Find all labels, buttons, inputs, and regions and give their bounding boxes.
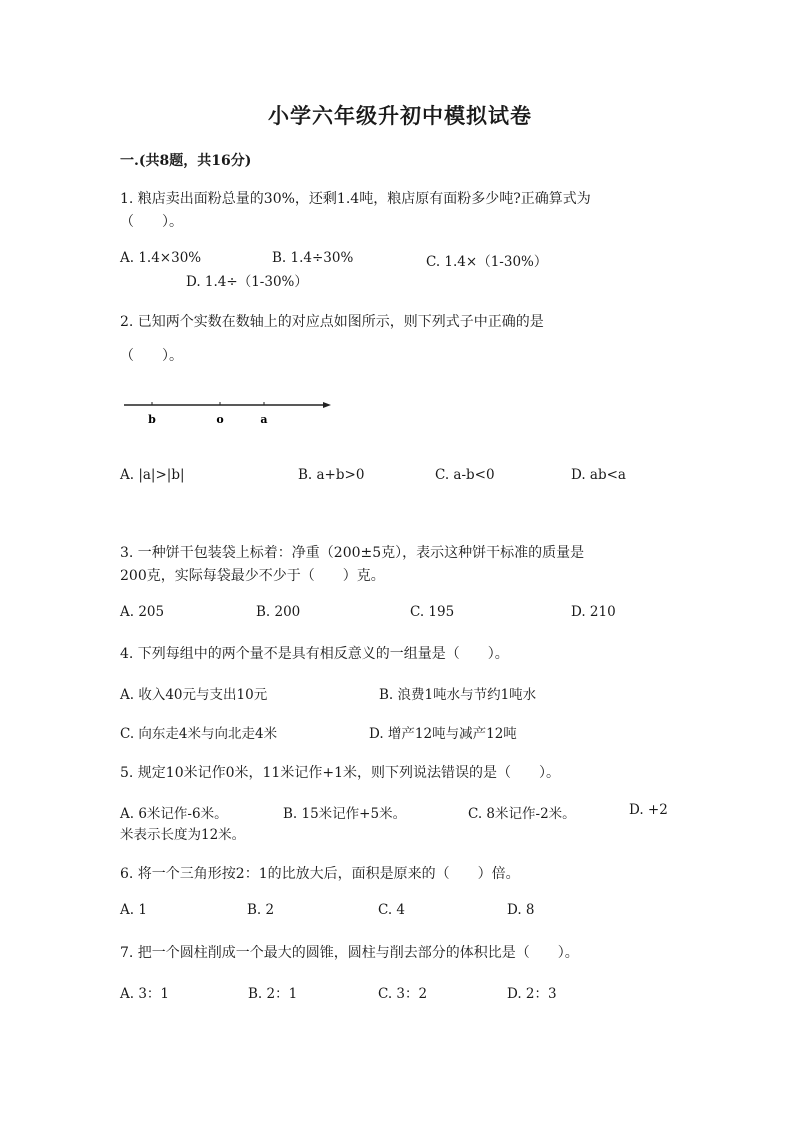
- question-6-option-c: C. 4: [378, 902, 406, 918]
- number-line-figure: [120, 395, 335, 435]
- question-6-text: 6. 将一个三角形按2：1的比放大后，面积是原来的（ ）倍。: [120, 866, 520, 882]
- question-6-option-a: A. 1: [120, 902, 147, 918]
- question-1-text-cont: （ ）。: [120, 214, 183, 230]
- question-7-option-a: A. 3：1: [120, 986, 170, 1002]
- question-3-text-cont: 200克，实际每袋最少不少于（ ）克。: [120, 568, 385, 584]
- question-4-option-b: B. 浪费1吨水与节约1吨水: [379, 687, 537, 703]
- question-5-option-d-cont: 米表示长度为12米。: [120, 827, 246, 843]
- question-1-option-a: A. 1.4×30%: [120, 250, 202, 266]
- question-2-option-c: C. a-b<0: [435, 467, 495, 483]
- question-2-option-a: A. |a|>|b|: [120, 467, 185, 483]
- number-line-arrow: [323, 402, 331, 408]
- label-a: a: [260, 413, 268, 426]
- question-4-text: 4. 下列每组中的两个量不是具有相反意义的一组量是（ ）。: [120, 646, 509, 662]
- label-o: o: [216, 413, 224, 426]
- question-6-option-b: B. 2: [247, 902, 275, 918]
- question-4-option-d: D. 增产12吨与减产12吨: [369, 726, 517, 742]
- question-5-text: 5. 规定10米记作0米，11米记作+1米，则下列说法错误的是（ ）。: [120, 765, 560, 781]
- question-7-option-d: D. 2：3: [507, 986, 557, 1002]
- question-4-option-c: C. 向东走4米与向北走4米: [120, 726, 278, 742]
- question-7-option-b: B. 2：1: [248, 986, 298, 1002]
- question-7-text: 7. 把一个圆柱削成一个最大的圆锥，圆柱与削去部分的体积比是（ ）。: [120, 945, 579, 961]
- question-3-text: 3. 一种饼干包装袋上标着：净重（200±5克），表示这种饼干标准的质量是: [120, 545, 585, 561]
- question-3-option-d: D. 210: [571, 604, 616, 620]
- question-2-text-cont: （ ）。: [120, 348, 183, 364]
- question-3-option-c: C. 195: [410, 604, 455, 620]
- question-1-option-c: C. 1.4×（1-30%）: [426, 254, 548, 270]
- question-2-option-b: B. a+b>0: [298, 467, 365, 483]
- question-7-option-c: C. 3：2: [378, 986, 428, 1002]
- number-line-svg: [120, 395, 335, 435]
- page-title: 小学六年级升初中模拟试卷: [268, 103, 532, 128]
- question-3-option-b: B. 200: [256, 604, 301, 620]
- question-5-option-b: B. 15米记作+5米。: [283, 806, 407, 822]
- question-2-option-d: D. ab<a: [571, 467, 626, 483]
- question-4-option-a: A. 收入40元与支出10元: [120, 687, 268, 703]
- question-5-option-d: D. +2: [629, 802, 668, 818]
- question-2-text: 2. 已知两个实数在数轴上的对应点如图所示，则下列式子中正确的是: [120, 314, 544, 330]
- question-1-option-d: D. 1.4÷（1-30%）: [186, 274, 308, 290]
- question-5-option-a: A. 6米记作-6米。: [120, 806, 228, 822]
- question-5-option-c: C. 8米记作-2米。: [468, 806, 576, 822]
- question-1-text: 1. 粮店卖出面粉总量的30%，还剩1.4吨，粮店原有面粉多少吨?正确算式为: [120, 191, 591, 207]
- question-3-option-a: A. 205: [120, 604, 165, 620]
- question-1-option-b: B. 1.4÷30%: [272, 250, 354, 266]
- question-6-option-d: D. 8: [507, 902, 535, 918]
- section-heading: 一.(共8题，共16分): [120, 153, 252, 169]
- label-b: b: [148, 413, 156, 426]
